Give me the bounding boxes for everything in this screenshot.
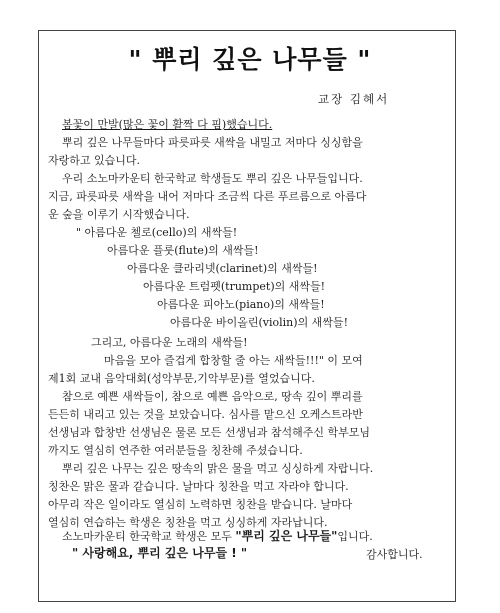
last-line-prefix: 소노마카운티 한국학교 학생은 모두 [62,530,236,543]
document-title: " 뿌리 깊은 나무들 " [128,45,372,74]
body-line: 아무리 작은 일이라도 열심히 노력하면 칭찬을 받습니다. 날마다 [48,498,353,511]
body-line: 그리고, 아름다운 노래의 새싹들! [91,336,248,349]
body-line: 아름다운 바이올린(violin)의 새싹들! [170,316,348,329]
body-line: 열심히 연습하는 학생은 칭찬을 먹고 싱싱하게 자라납니다. [48,516,328,529]
body-line: 제1회 교내 음악대회(성악부문,기악부문)를 열었습니다. [48,372,315,385]
body-line: 지금, 파릇파릇 새싹을 내어 저마다 조금씩 다른 푸르름으로 아름다 [48,190,367,203]
body-line: 우리 소노마카운티 한국학교 학생들도 뿌리 깊은 나무들입니다. [62,172,363,185]
body-line: 아름다운 피아노(piano)의 새싹들! [157,298,325,311]
body-line: 선생님과 합창반 선생님은 물론 모든 선생님과 참석해주신 학부모님 [48,426,371,439]
body-line: " 아름다운 첼로(cello)의 새싹들! [76,226,238,239]
body-line: 칭찬은 맑은 물과 같습니다. 날마다 칭찬을 먹고 자라야 합니다. [48,480,349,493]
body-line: 봄꽃이 만발(많은 꽃이 활짝 다 핌)했습니다. [62,118,273,131]
last-body-line [62,529,373,544]
body-line: 운 숲을 이루기 시작했습니다. [48,208,190,221]
body-line: 아름다운 트럼펫(trumpet)의 새싹들! [143,280,326,293]
author-line: 교장 김혜서 [318,92,390,106]
body-line: 마음을 모아 즐겁게 합창할 줄 아는 새싹들!!!" 이 모여 [104,354,363,367]
body-line: 자랑하고 있습니다. [48,154,141,167]
body-line: 까지도 열심히 연주한 여러분들을 칭찬해 주셨습니다. [48,444,303,457]
closing-slogan: " 사랑해요, 뿌리 깊은 나무들 ! " [72,546,248,560]
body-line: 아름다운 플룻(flute)의 새싹들! [107,244,259,257]
body-line: 참으로 예쁜 새싹들이, 참으로 예쁜 음악으로, 땅속 깊이 뿌리를 [62,390,363,403]
body-line: 아름다운 클라리넷(clarinet)의 새싹들! [127,262,318,275]
last-line-suffix: 입니다. [337,530,373,543]
body-line: 뿌리 깊은 나무는 깊은 땅속의 맑은 물을 먹고 싱싱하게 자랍니다. [62,462,374,475]
last-line-emphasis: "뿌리 깊은 나무들" [235,529,338,543]
body-line: 뿌리 깊은 나무들마다 파릇파릇 새싹을 내밀고 저마다 싱싱함을 [62,136,363,149]
body-line: 든든히 내리고 있는 것을 보았습니다. 심사를 맡으신 오케스트라반 [48,408,363,421]
thanks-text: 감사합니다. [366,548,423,561]
